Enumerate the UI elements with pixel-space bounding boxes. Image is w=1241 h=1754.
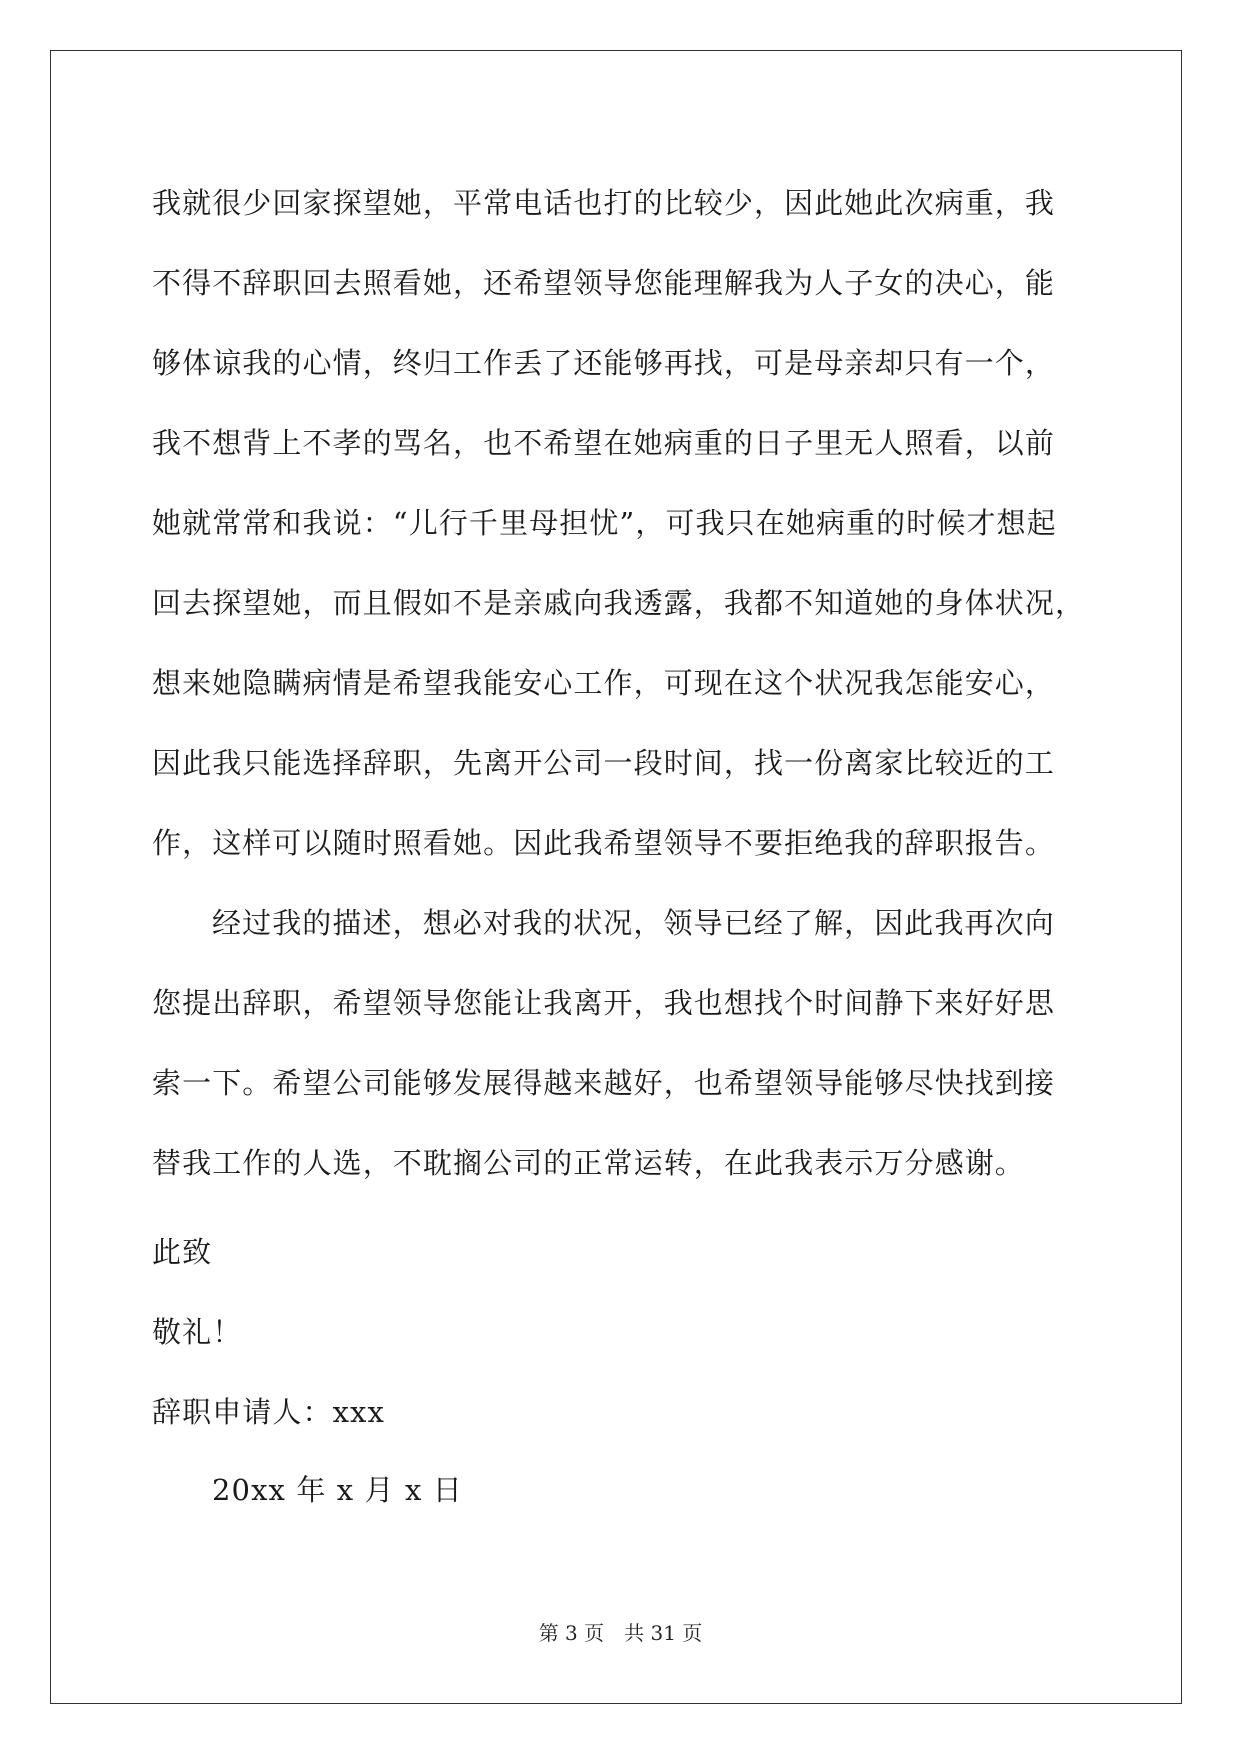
body-line: 够体谅我的心情，终归工作丢了还能够再找，可是母亲却只有一个，: [152, 346, 1056, 380]
body-line: 想来她隐瞒病情是希望我能安心工作，可现在这个状况我怎能安心，: [152, 666, 1056, 700]
body-line: 我不想背上不孝的骂名，也不希望在她病重的日子里无人照看，以前: [152, 426, 1056, 460]
body-line: 替我工作的人选，不耽搁公司的正常运转，在此我表示万分感谢。: [152, 1146, 1025, 1180]
letter-closing: [152, 1212, 752, 1452]
body-line: 因此我只能选择辞职，先离开公司一段时间，找一份离家比较近的工: [152, 746, 1056, 780]
body-line: 回去探望她，而且假如不是亲戚向我透露，我都不知道她的身体状况，: [152, 586, 1086, 620]
page-footer: [0, 1617, 1241, 1646]
salutation: 此致: [152, 1235, 213, 1269]
respect-line: 敬礼！: [152, 1315, 243, 1349]
body-line: 您提出辞职，希望领导您能让我离开，我也想找个时间静下来好好思: [152, 986, 1056, 1020]
paragraph-start-line: 经过我的描述，想必对我的状况，领导已经了解，因此我再次向: [212, 906, 1055, 940]
body-line: 不得不辞职回去照看她，还希望领导您能理解我为人子女的决心，能: [152, 266, 1056, 300]
body-line: 她就常常和我说：“儿行千里母担忧”，可我只在她病重的时候才想起: [152, 506, 1057, 540]
body-line: 我就很少回家探望她，平常电话也打的比较少，因此她此次病重，我: [152, 186, 1056, 220]
letter-date: 20xx 年 x 月 x 日: [212, 1473, 463, 1507]
body-line: 作，这样可以随时照看她。因此我希望领导不要拒绝我的辞职报告。: [152, 826, 1056, 860]
applicant-signature: 辞职申请人：xxx: [152, 1395, 385, 1429]
page-number-current: 第 3 页: [538, 1621, 605, 1645]
body-line: 索一下。希望公司能够发展得越来越好，也希望领导能够尽快找到接: [152, 1066, 1056, 1100]
letter-body: [152, 163, 1092, 1203]
page-number-total: 共 31 页: [624, 1621, 703, 1645]
